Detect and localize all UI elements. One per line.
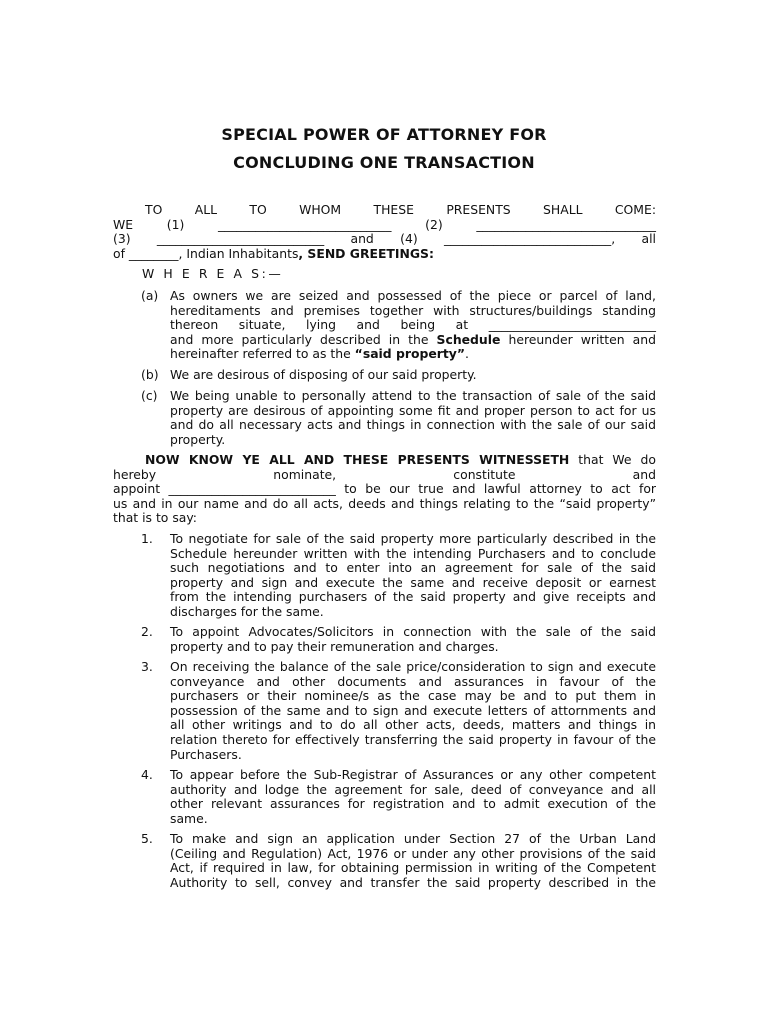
power-line: Authority to sell, convey and transfer the said property described in the: [170, 874, 656, 890]
witnesseth-line: [113, 453, 656, 468]
recital-line: thereon situate, lying and being at ___________________________: [170, 317, 656, 333]
recital-label: (c): [141, 388, 158, 403]
power-line: To negotiate for sale of the said property more particularly described in the: [170, 531, 656, 546]
witnesseth-line: hereby nominate, constitute and: [113, 466, 656, 482]
power-item-3: [141, 660, 656, 762]
power-line: discharges for the same.: [170, 603, 324, 619]
witnesseth-text: that We do: [569, 452, 656, 467]
power-line: from the intending purchasers of the said property and give receipts and: [170, 589, 656, 605]
witnesseth-line: that is to say:: [113, 510, 197, 526]
recital-line: property are desirous of appointing some fit and proper person to act for us: [170, 402, 656, 418]
recital-text: .: [465, 346, 469, 362]
recital-line: As owners we are seized and possessed of the piece or parcel of land,: [170, 288, 656, 303]
power-line: property and to pay their remuneration and charges.: [170, 638, 499, 654]
witnesseth-paragraph: [113, 453, 656, 526]
power-line: To appear before the Sub-Registrar of Assurances or any other competent: [170, 767, 656, 782]
recital-line: hereditaments and premises together with structures/buildings standing: [170, 302, 656, 318]
power-line: such negotiations and to enter into an agreement for sale of the said: [170, 560, 656, 576]
recital-line: We are desirous of disposing of our said property.: [170, 367, 477, 382]
intro-line: WE (1) ____________________________ (2) _____________________________: [113, 216, 656, 232]
said-property-term: “said property”: [354, 346, 466, 362]
send-greetings: , SEND GREETINGS:: [298, 245, 434, 261]
power-line: other relevant assurances for registration and to admit execution of the: [170, 796, 656, 812]
recital-text: hereinafter referred to as the: [170, 346, 355, 362]
intro-text: of ________, Indian Inhabitants: [113, 245, 299, 261]
power-line: authority and lodge the agreement for sale, deed of conveyance and all: [170, 781, 656, 797]
power-line: Purchasers.: [170, 746, 242, 762]
power-line: (Ceiling and Regulation) Act, 1976 or under any other provisions of the said: [170, 845, 656, 861]
power-line: Act, if required in law, for obtaining permission in writing of the Competent: [170, 860, 656, 876]
witnesseth-heading: NOW KNOW YE ALL AND THESE PRESENTS WITNESSETH: [145, 452, 570, 467]
power-number: 3.: [141, 659, 153, 674]
power-line: On receiving the balance of the sale price/consideration to sign and execute: [170, 659, 656, 674]
power-item-4: [141, 768, 656, 826]
witnesseth-line: appoint ___________________________ to be our true and lawful attorney to act for: [113, 481, 656, 497]
power-line: all other writings and to do all other acts, deeds, matters and things in: [170, 717, 656, 733]
power-number: 5.: [141, 831, 153, 846]
power-line: possession of the same and to sign and execute letters of attornments and: [170, 702, 656, 718]
power-line: property and sign and execute the same and receive deposit or earnest: [170, 574, 656, 590]
recital-line: and do all necessary acts and things in connection with the sale of our said: [170, 417, 656, 433]
recital-a: [141, 289, 656, 362]
power-item-2: [141, 625, 656, 654]
power-line: To make and sign an application under Section 27 of the Urban Land: [170, 831, 656, 846]
power-item-1: [141, 532, 656, 620]
schedule-term: Schedule: [436, 331, 501, 347]
recital-label: (b): [141, 367, 159, 382]
witnesseth-line: us and in our name and do all acts, deeds and things relating to the “said property”: [113, 495, 656, 511]
recital-b: [141, 368, 656, 383]
power-number: 1.: [141, 531, 153, 546]
intro-line: (3) ___________________________ and (4) ___________________________, all: [113, 231, 656, 247]
power-line: conveyance and other documents and assurances in favour of the: [170, 673, 656, 689]
power-line: relation thereto for effectively transferring the said property in favour of the: [170, 731, 656, 747]
recital-line: We being unable to personally attend to the transaction of sale of the said: [170, 388, 656, 403]
recital-text: and more particularly described in the: [170, 331, 437, 347]
whereas-heading: W H E R E A S:—: [142, 266, 284, 281]
power-line: To appoint Advocates/Solicitors in connection with the sale of the said: [170, 624, 656, 639]
recital-c: [141, 389, 656, 447]
power-item-5: [141, 832, 656, 890]
recital-line: [170, 333, 656, 348]
intro-line: [113, 247, 656, 262]
power-line: purchasers or their nominee/s as the case may be and to put them in: [170, 688, 656, 704]
recital-line: property.: [170, 431, 226, 447]
recital-line: [170, 347, 656, 362]
power-line: same.: [170, 810, 208, 826]
recital-label: (a): [141, 288, 159, 303]
power-line: Schedule hereunder written with the intending Purchasers and to conclude: [170, 545, 656, 561]
intro-line: TO ALL TO WHOM THESE PRESENTS SHALL COME:: [145, 202, 656, 217]
recital-text: hereunder written and: [500, 331, 656, 347]
power-number: 2.: [141, 624, 153, 639]
document-title-line-1: SPECIAL POWER OF ATTORNEY FOR: [221, 125, 547, 144]
intro-paragraph: [113, 203, 656, 261]
power-number: 4.: [141, 767, 153, 782]
document-title-line-2: CONCLUDING ONE TRANSACTION: [233, 153, 535, 172]
